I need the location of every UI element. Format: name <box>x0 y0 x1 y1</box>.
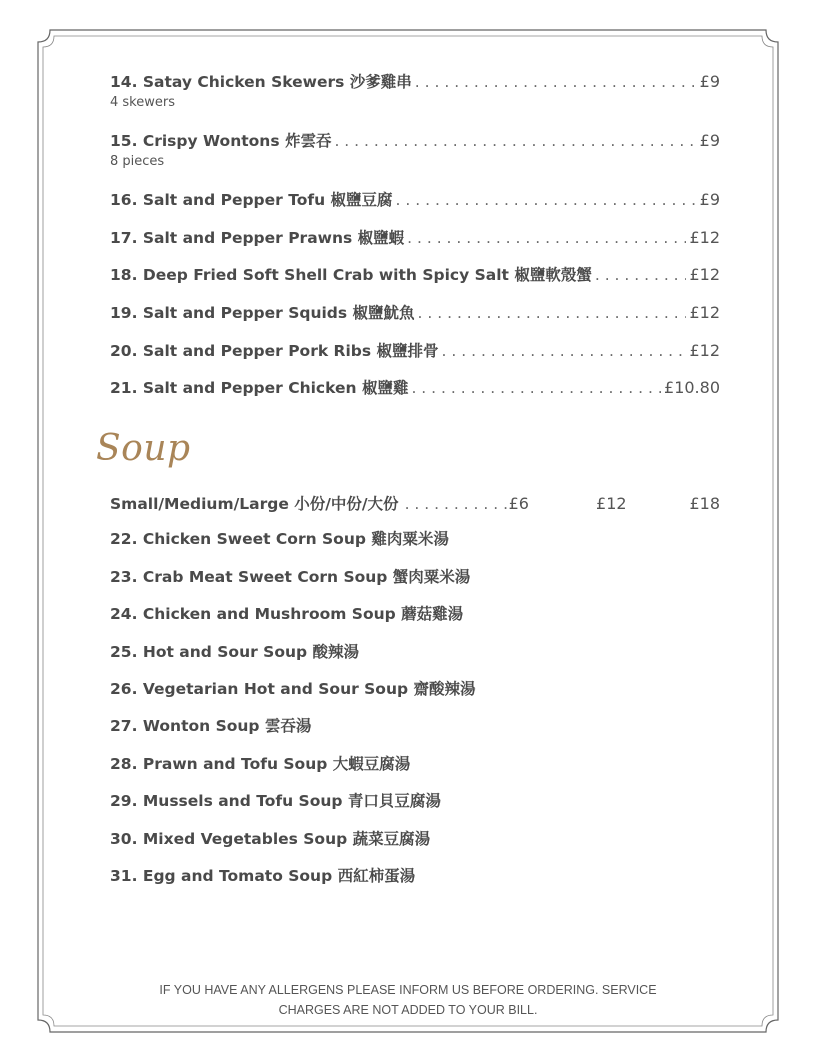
menu-item-name: 18. Deep Fried Soft Shell Crab with Spicy Salt 椒鹽軟殼蟹 <box>110 266 592 284</box>
section-title-soup: Soup <box>96 428 191 469</box>
soup-item: 24. Chicken and Mushroom Soup 蘑菇雞湯 <box>110 605 464 624</box>
dot-leader <box>442 342 687 360</box>
soup-item: 29. Mussels and Tofu Soup 青口貝豆腐湯 <box>110 792 441 811</box>
soup-item: 27. Wonton Soup 雲吞湯 <box>110 717 312 736</box>
menu-item-line <box>110 301 720 323</box>
menu-item <box>110 301 720 339</box>
menu-item-price: £12 <box>689 228 720 247</box>
menu-item-price: £9 <box>699 190 720 209</box>
menu-item-line <box>110 129 720 151</box>
menu-item-name: 14. Satay Chicken Skewers 沙爹雞串 <box>110 73 412 91</box>
soup-item: 23. Crab Meat Sweet Corn Soup 蟹肉粟米湯 <box>110 567 471 586</box>
footer-line: IF YOU HAVE ANY ALLERGENS PLEASE INFORM US BEFORE ORDERING. SERVICE <box>159 983 657 997</box>
menu-item-name: 21. Salt and Pepper Chicken 椒鹽雞 <box>110 379 409 397</box>
soup-size-row <box>110 492 720 529</box>
price-medium: £12 <box>596 494 627 513</box>
menu-item-note: 8 pieces <box>110 154 165 169</box>
menu-item <box>110 70 720 129</box>
menu-item-line <box>110 376 720 398</box>
menu-item-line <box>110 226 720 248</box>
menu-item-price: £12 <box>689 303 720 322</box>
menu-item-line <box>110 263 720 285</box>
menu-item-price: £9 <box>699 72 720 91</box>
allergen-notice <box>130 980 686 1020</box>
menu-item <box>110 188 720 226</box>
dot-leader <box>407 229 686 247</box>
menu-item-price: £12 <box>689 265 720 284</box>
appetizer-list <box>110 70 720 413</box>
menu-item <box>110 376 720 413</box>
menu-item-price: £10.80 <box>664 378 720 397</box>
dot-leader <box>396 191 697 209</box>
dot-leader <box>334 132 696 150</box>
menu-item-line <box>110 339 720 361</box>
menu-item-name: 19. Salt and Pepper Squids 椒鹽魷魚 <box>110 304 415 322</box>
menu-item-name: 16. Salt and Pepper Tofu 椒鹽豆腐 <box>110 191 393 209</box>
soup-list <box>110 492 720 903</box>
menu-item <box>110 339 720 377</box>
menu-item-line <box>110 188 720 210</box>
menu-item <box>110 129 720 188</box>
price-small: £6 <box>508 494 529 513</box>
footer-line: CHARGES ARE NOT ADDED TO YOUR BILL. <box>278 1003 538 1017</box>
menu-item-name: 20. Salt and Pepper Pork Ribs 椒鹽排骨 <box>110 341 439 360</box>
soup-item: 26. Vegetarian Hot and Sour Soup 齋酸辣湯 <box>110 679 476 698</box>
dot-leader <box>415 73 697 91</box>
soup-item: 31. Egg and Tomato Soup 西紅柿蛋湯 <box>110 866 416 885</box>
dot-leader <box>418 304 687 322</box>
soup-item: 25. Hot and Sour Soup 酸辣湯 <box>110 642 359 661</box>
dot-leader <box>411 379 661 397</box>
price-large: £18 <box>689 494 720 513</box>
soup-sizes-label: Small/Medium/Large 小份/中份/大份 <box>110 495 399 513</box>
menu-item-line <box>110 70 720 92</box>
dot-leader <box>405 495 509 513</box>
menu-item-price: £9 <box>699 131 720 150</box>
soup-item: 28. Prawn and Tofu Soup 大蝦豆腐湯 <box>110 754 411 773</box>
menu-item <box>110 226 720 263</box>
menu-item-name: 17. Salt and Pepper Prawns 椒鹽蝦 <box>110 229 405 247</box>
menu-item-price: £12 <box>689 340 720 360</box>
dot-leader <box>595 266 687 284</box>
soup-item: 30. Mixed Vegetables Soup 蔬菜豆腐湯 <box>110 829 431 848</box>
menu-item <box>110 263 720 301</box>
menu-item-note: 4 skewers <box>110 95 175 110</box>
menu-item-name: 15. Crispy Wontons 炸雲吞 <box>110 132 332 150</box>
soup-item: 22. Chicken Sweet Corn Soup 雞肉粟米湯 <box>110 530 449 549</box>
